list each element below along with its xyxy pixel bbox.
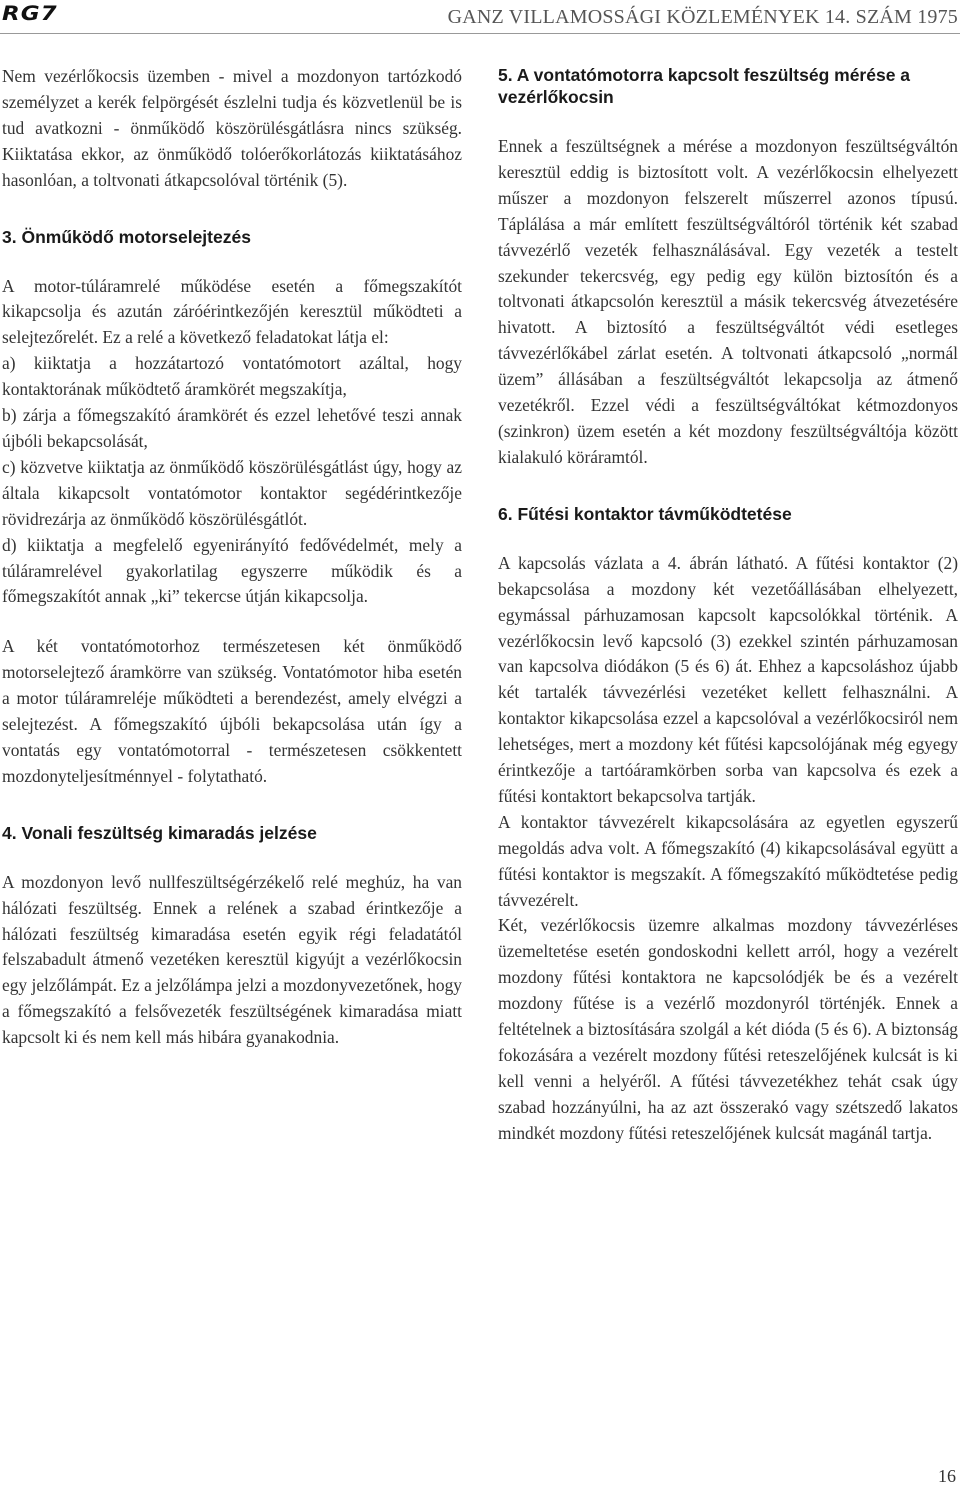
page-number: 16 bbox=[938, 1466, 956, 1486]
section-6-paragraph-3: Két, vezérlőkocsis üzemre alkalmas mozdony távvezérléses üzemeltetése esetén gondoskodni kellett arról, hogy a vezérelt mozdony fűtési kontaktora ne kapcsolódjék be és a vezérelt mozdony fűtése is a vezérlő mozdonyról történjék. Ennek a feltételnek a biztosítására szolgál a két dióda (5 és 6). A biztonság fokozására a vezérelt mozdony fűtési reteszelőjének kulcsát is ki kell venni a helyéről. A fűtési távvezetékhez tehát csak úgy szabad hozzányúlni, ha az azt összerakó vagy szétszedő lakatos mindkét mozdony fűtési reteszelőjének kulcsát magánál tartja. bbox=[498, 915, 958, 1143]
section-4-heading: 4. Vonali feszültség kimaradás jelzése bbox=[2, 822, 317, 843]
journal-title: GANZ VILLAMOSSÁGI KÖZLEMÉNYEK 14. SZÁM 1975 bbox=[447, 6, 958, 28]
section-6-paragraph-2: A kontaktor távvezérelt kikapcsolására az egyetlen egyszerű megoldás adva volt. A főmegszakító (4) kikapcsolásával együtt a fűtési kontaktor is megszakít. A főmegszakító működtetése pedig távvezérelt. bbox=[498, 811, 958, 910]
left-column bbox=[2, 64, 462, 1051]
section-5-paragraph: Ennek a feszültségnek a mérése a mozdonyon feszültségváltón keresztül eddig is biztosított volt. A vezérlőkocsin elhelyezett műszer a mozdonyon felszerelt műszerrel azonos típusú. Táplálása a már említett feszültségváltóról történik két szabad távvezérlő vezeték felhasználásával. Egy vezeték a testelt szekunder tekercsvég, egy pedig egy külön biztosítón és a toltvonati átkapcsolón keresztül a másik tekercsvég átvezetésére hivatott. A biztosító a feszültségváltót védi esetleges távvezérlőkábel zárlat esetén. A toltvonati átkapcsoló „normál üzem” állásában a feszültségváltót lekapcsolja az átmenő vezetékről. Ezzel védi a feszültségváltókat kétmozdonyos (szinkron) üzem esetén a két mozdony feszültségváltója között kialakuló köráramtól. bbox=[498, 136, 958, 467]
right-column bbox=[498, 64, 958, 1147]
section-3-heading: 3. Önműködő motorselejtezés bbox=[2, 226, 251, 247]
section-3-item-d: d) kiiktatja a megfelelő egyenirányító fedővédelmét, mely a túláramrelével gyakorlatilag egyszerre működik és a főmegszakítót annak „ki” tekercse útján kikapcsolja. bbox=[2, 534, 462, 607]
intro-paragraph: Nem vezérlőkocsis üzemben - mivel a mozdonyon tartózkodó személyzet a kerék felpörgését észlelni tudja és közvetlenül be is tud avatkozni - önműködő köszörülésgátlásra nincs szükség. Kiiktatása ekkor, az önműködő tolóerőkorlátozás kiiktatásához hasonlóan, a toltvonati átkapcsolóval történik (5). bbox=[2, 66, 462, 190]
journal-logo: RG7 bbox=[2, 3, 58, 26]
section-3-closing-paragraph: A két vontatómotorhoz természetesen két önműködő motorselejtező áramkörre van szükség. Vontatómotor hiba esetén a motor túláramreléje működteti a berendezést, amely elvégzi a selejtezést. A főmegszakító újbóli bekapcsolása után így a vontatás egy vontatómotorral - természetesen csökkentett mozdonyteljesítménnyel - folytatható. bbox=[2, 636, 462, 786]
section-6-heading: 6. Fűtési kontaktor távműködtetése bbox=[498, 503, 792, 524]
section-3-paragraph: A motor-túláramrelé működése esetén a főmegszakítót kikapcsolja és azután záróérintkezőjén keresztül működteti a selejtezőrelét. Ez a relé a következő feladatokat látja el: bbox=[2, 275, 462, 348]
page-header bbox=[0, 0, 960, 40]
section-6-paragraph-1: A kapcsolás vázlata a 4. ábrán látható. A fűtési kontaktor (2) bekapcsolása a mozdony két vezetőállásában elhelyezett, egymással párhuzamosan kapcsolt kapcsolókkal történik. A vezérlőkocsin levő kapcsoló (3) ezekkel szintén párhuzamosan van kapcsolva diódákon (5 és 6) át. Ehhez a kapcsoláshoz újabb két tartalék távvezérlési vezetéket kellett felhasználni. A kontaktor kikapcsolása ezzel a kapcsolóval a vezérlőkocsiról nem lehetséges, mert a mozdony két fűtési kapcsolójának még egyegy érintkezője a tartóáramkörben sorba van kapcsolva és ezek a fűtési kontaktort bekapcsolva tartják. bbox=[498, 552, 958, 806]
section-5-heading: 5. A vontatómotorra kapcsolt feszültség mérése a vezérlőkocsin bbox=[498, 65, 911, 107]
section-3-item-b: b) zárja a főmegszakító áramkörét és ezzel lehetővé teszi annak újbóli bekapcsolását, bbox=[2, 405, 462, 451]
section-3-item-c: c) közvetve kiiktatja az önműködő köszörülésgátlást úgy, hogy az általa kikapcsolt vontatómotor kontaktor segédérintkezője rövidrezárja az önműködő köszörülésgátlót. bbox=[2, 456, 462, 529]
header-divider bbox=[0, 33, 960, 34]
section-3-item-a: a) kiiktatja a hozzátartozó vontatómotort azáltal, hogy kontaktorának működtető áramkörét megszakítja, bbox=[2, 353, 462, 400]
section-4-paragraph: A mozdonyon levő nullfeszültségérzékelő relé meghúz, ha van hálózati feszültség. Ennek a relének a szabad érintkezője a hálózati feszültség kimaradása esetén egyik régi feladatától felszabadult átmenő vezetéken keresztül kigyújt a vezérlőkocsin egy jelzőlámpát. Ez a jelzőlámpa jelzi a mozdonyvezetőnek, hogy a főmegszakító a felsővezeték feszültségének kimaradása miatt kapcsolt ki és nem kell más hibára gyanakodnia. bbox=[2, 871, 462, 1048]
